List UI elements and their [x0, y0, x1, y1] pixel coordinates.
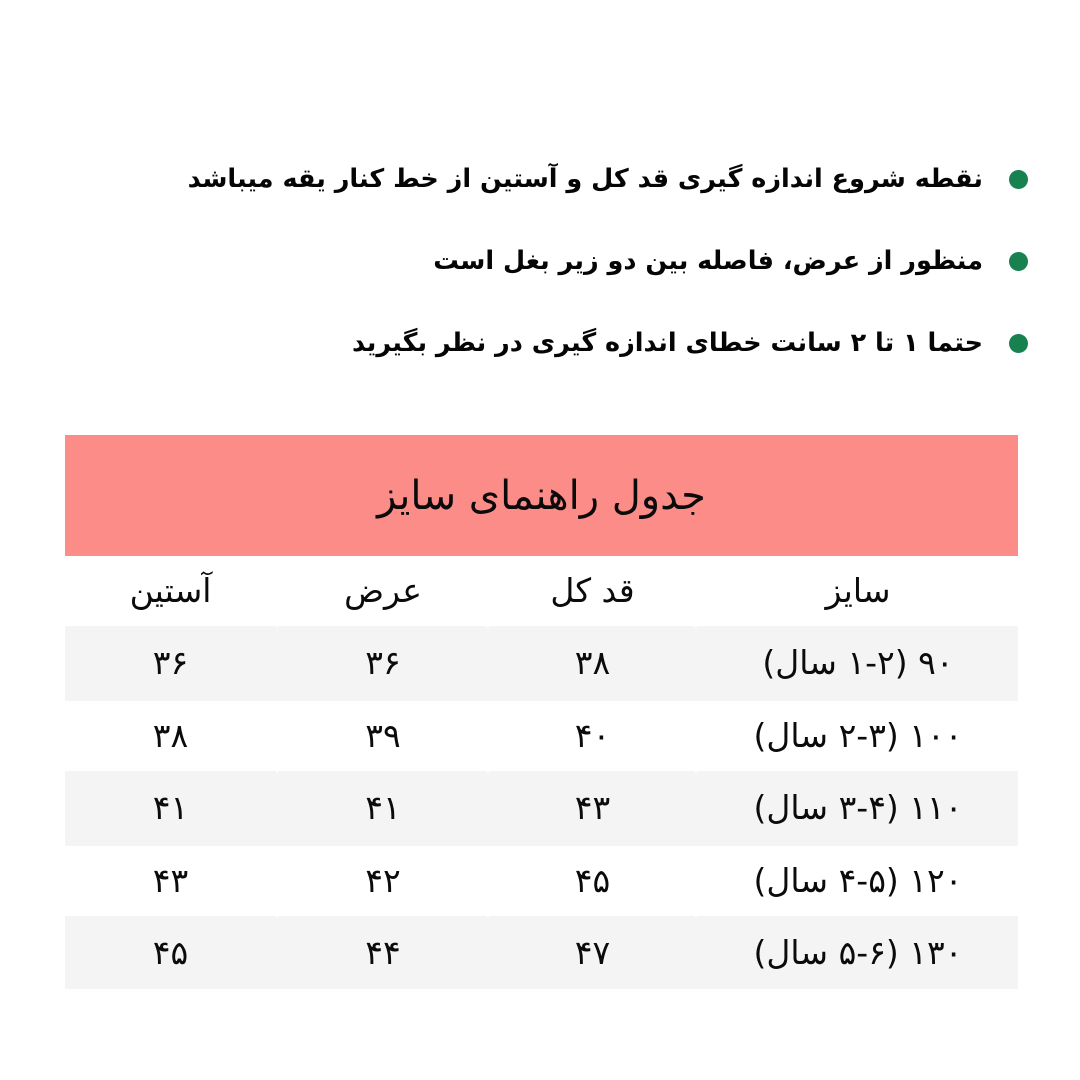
- table-header: [65, 556, 1018, 628]
- note-text: حتما ۱ تا ۲ سانت خطای اندازه گیری در نظر بگیرید: [352, 327, 983, 358]
- cell-size: ۱۳۰ (۵-۶ سال): [695, 918, 1018, 989]
- table-body: [65, 628, 1018, 989]
- size-table-grid: [65, 556, 1018, 989]
- cell-width: ۴۲: [276, 846, 487, 919]
- cell-width: ۴۱: [276, 773, 487, 846]
- measurement-notes-list: [52, 138, 1028, 384]
- cell-size: ۱۰۰ (۲-۳ سال): [695, 701, 1018, 774]
- cell-size: ۹۰ (۱-۲ سال): [695, 628, 1018, 701]
- note-text: منظور از عرض، فاصله بین دو زیر بغل است: [433, 245, 983, 276]
- bullet-dot-icon: [1009, 334, 1028, 353]
- size-guide-table: [65, 435, 1018, 989]
- cell-sleeve: ۴۱: [65, 773, 276, 846]
- column-header-length: قد کل: [487, 556, 695, 628]
- cell-sleeve: ۳۸: [65, 701, 276, 774]
- table-title-band: [65, 435, 1018, 556]
- cell-sleeve: ۴۵: [65, 918, 276, 989]
- cell-length: ۴۰: [487, 701, 695, 774]
- column-header-sleeve: آستین: [65, 556, 276, 628]
- page-title: جدول راهنمای سایز: [377, 472, 706, 519]
- table-row: [65, 846, 1018, 919]
- table-row: [65, 701, 1018, 774]
- table-row: [65, 773, 1018, 846]
- cell-sleeve: ۳۶: [65, 628, 276, 701]
- cell-sleeve: ۴۳: [65, 846, 276, 919]
- note-item: [52, 138, 1028, 220]
- cell-size: ۱۱۰ (۳-۴ سال): [695, 773, 1018, 846]
- cell-width: ۳۹: [276, 701, 487, 774]
- bullet-dot-icon: [1009, 252, 1028, 271]
- table-header-row: [65, 556, 1018, 628]
- bullet-dot-icon: [1009, 170, 1028, 189]
- cell-length: ۴۷: [487, 918, 695, 989]
- note-item: [52, 220, 1028, 302]
- cell-length: ۳۸: [487, 628, 695, 701]
- cell-size: ۱۲۰ (۴-۵ سال): [695, 846, 1018, 919]
- cell-length: ۴۳: [487, 773, 695, 846]
- table-row: [65, 918, 1018, 989]
- note-text: نقطه شروع اندازه گیری قد کل و آستین از خط کنار یقه میباشد: [187, 163, 983, 194]
- column-header-size: سایز: [695, 556, 1018, 628]
- note-item: [52, 302, 1028, 384]
- cell-width: ۳۶: [276, 628, 487, 701]
- column-header-width: عرض: [276, 556, 487, 628]
- cell-length: ۴۵: [487, 846, 695, 919]
- cell-width: ۴۴: [276, 918, 487, 989]
- table-row: [65, 628, 1018, 701]
